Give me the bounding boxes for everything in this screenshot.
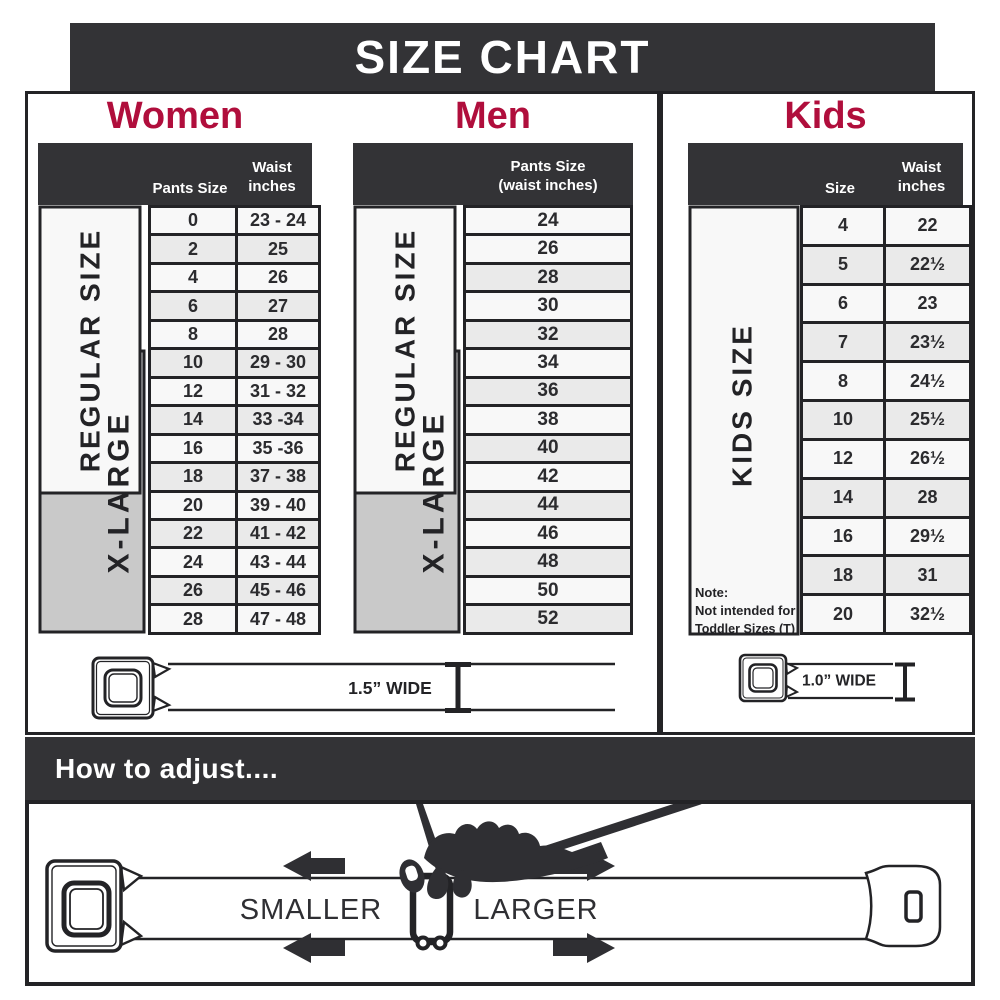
size-cell: 4	[150, 263, 237, 291]
seatbelt-buckle-icon	[93, 658, 169, 718]
page-title: SIZE CHART	[354, 31, 651, 83]
women-size-table	[38, 143, 312, 635]
table-row	[465, 548, 632, 576]
waist-cell: 23 - 24	[237, 207, 320, 235]
size-cell: 14	[150, 406, 237, 434]
waist-cell: 47 - 48	[237, 605, 320, 634]
kids-heading: Kids	[784, 94, 867, 137]
size-cell: 26	[150, 576, 237, 604]
table-row	[465, 263, 632, 291]
waist-cell: 28	[237, 320, 320, 348]
size-cell: 4	[802, 207, 885, 246]
waist-cell: 35 -36	[237, 434, 320, 462]
women-col1-header: Pants Size	[152, 180, 228, 197]
table-row	[465, 320, 632, 348]
waist-cell: 23½	[885, 323, 971, 362]
waist-cell: 32½	[885, 595, 971, 634]
size-cell: 8	[150, 320, 237, 348]
table-row	[465, 463, 632, 491]
adult-belt-illustration	[88, 650, 623, 726]
table-row	[150, 434, 320, 462]
table-row	[465, 377, 632, 405]
waist-cell: 25½	[885, 401, 971, 440]
waist-cell: 25	[237, 235, 320, 263]
size-cell: 7	[802, 323, 885, 362]
men-regular-label: REGULAR SIZE	[389, 227, 421, 473]
women-heading: Women	[106, 94, 244, 137]
waist-cell: 45 - 46	[237, 576, 320, 604]
size-cell: 5	[802, 245, 885, 284]
kids-note-line3: Toddler Sizes (T)	[695, 621, 795, 636]
waist-cell: 23	[885, 284, 971, 323]
waist-cell: 28	[885, 478, 971, 517]
table-row	[802, 478, 971, 517]
size-cell: 48	[465, 548, 632, 576]
how-to-illustration	[29, 804, 971, 978]
table-row	[802, 401, 971, 440]
size-cell: 30	[465, 292, 632, 320]
table-row	[802, 517, 971, 556]
size-cell: 14	[802, 478, 885, 517]
men-xlarge-label: X-LARGE	[417, 410, 451, 574]
kids-size-range-labels	[688, 205, 800, 637]
table-row	[150, 576, 320, 604]
size-cell: 20	[802, 595, 885, 634]
women-table-grid	[148, 205, 321, 635]
size-cell: 20	[150, 491, 237, 519]
title-band	[70, 23, 935, 91]
men-table-grid	[463, 205, 633, 635]
women-table-header	[38, 143, 312, 205]
size-cell: 34	[465, 349, 632, 377]
table-row	[465, 235, 632, 263]
waist-cell: 29½	[885, 517, 971, 556]
table-row	[802, 556, 971, 595]
table-row	[150, 605, 320, 634]
table-row	[465, 519, 632, 547]
women-regular-label: REGULAR SIZE	[74, 227, 106, 473]
size-cell: 40	[465, 434, 632, 462]
table-row	[465, 434, 632, 462]
table-row	[150, 235, 320, 263]
women-size-range-labels	[38, 205, 148, 635]
men-col-header: Pants Size (waist inches)	[498, 158, 598, 194]
kids-col2-header: Waist inches	[897, 159, 946, 195]
size-cell: 26	[465, 235, 632, 263]
waist-cell: 26½	[885, 439, 971, 478]
kids-size-label: KIDS SIZE	[726, 323, 758, 487]
table-row	[150, 519, 320, 547]
waist-cell: 22	[885, 207, 971, 246]
kids-table-header	[688, 143, 963, 205]
men-heading: Men	[455, 94, 531, 137]
table-row	[150, 548, 320, 576]
size-cell: 8	[802, 362, 885, 401]
table-row	[465, 491, 632, 519]
table-row	[802, 595, 971, 634]
table-row	[465, 207, 632, 235]
size-cell: 6	[802, 284, 885, 323]
table-row	[150, 406, 320, 434]
table-row	[802, 323, 971, 362]
size-cell: 12	[150, 377, 237, 405]
width-measure-icon	[895, 665, 915, 700]
size-cell: 10	[150, 349, 237, 377]
how-to-band	[25, 737, 975, 800]
waist-cell: 43 - 44	[237, 548, 320, 576]
table-row	[465, 406, 632, 434]
arrow-left-icon	[283, 851, 345, 881]
size-cell: 12	[802, 439, 885, 478]
size-cell: 28	[150, 605, 237, 634]
larger-label: LARGER	[473, 894, 599, 926]
size-cell: 16	[150, 434, 237, 462]
kids-note-line1: Note:	[695, 585, 729, 600]
size-cell: 10	[802, 401, 885, 440]
table-row	[150, 349, 320, 377]
size-cell: 52	[465, 605, 632, 634]
kids-note-line2: Not intended for	[695, 603, 796, 618]
size-cell: 32	[465, 320, 632, 348]
waist-cell: 29 - 30	[237, 349, 320, 377]
table-row	[150, 463, 320, 491]
size-cell: 46	[465, 519, 632, 547]
waist-cell: 37 - 38	[237, 463, 320, 491]
table-row	[465, 605, 632, 634]
kids-belt-width-label: 1.0” WIDE	[801, 672, 877, 690]
size-cell: 18	[150, 463, 237, 491]
belt-tongue-icon	[866, 866, 940, 946]
size-cell: 22	[150, 519, 237, 547]
size-cell: 44	[465, 491, 632, 519]
adult-belt-width-label: 1.5” WIDE	[348, 678, 432, 698]
table-row	[465, 576, 632, 604]
table-row	[802, 284, 971, 323]
waist-cell: 39 - 40	[237, 491, 320, 519]
table-row	[465, 292, 632, 320]
table-row	[802, 439, 971, 478]
smaller-label: SMALLER	[239, 894, 383, 926]
kids-table-grid	[800, 205, 972, 635]
waist-cell: 33 -34	[237, 406, 320, 434]
kids-size-table	[688, 143, 963, 635]
table-row	[802, 245, 971, 284]
table-row	[150, 320, 320, 348]
men-size-table	[353, 143, 633, 635]
table-row	[150, 377, 320, 405]
size-cell: 28	[465, 263, 632, 291]
women-xlarge-label: X-LARGE	[102, 410, 136, 574]
waist-cell: 31	[885, 556, 971, 595]
table-row	[465, 349, 632, 377]
men-table-header	[353, 143, 633, 205]
kids-col1-header: Size	[824, 180, 855, 197]
table-row	[150, 263, 320, 291]
size-cell: 38	[465, 406, 632, 434]
size-cell: 24	[150, 548, 237, 576]
table-row	[150, 491, 320, 519]
size-cell: 2	[150, 235, 237, 263]
women-col2-header: Waist inches	[248, 159, 296, 195]
men-size-range-labels	[353, 205, 463, 635]
waist-cell: 24½	[885, 362, 971, 401]
size-cell: 18	[802, 556, 885, 595]
waist-cell: 22½	[885, 245, 971, 284]
table-row	[802, 207, 971, 246]
size-cell: 42	[465, 463, 632, 491]
waist-cell: 31 - 32	[237, 377, 320, 405]
size-cell: 16	[802, 517, 885, 556]
table-row	[802, 362, 971, 401]
size-cell: 24	[465, 207, 632, 235]
how-to-heading: How to adjust....	[55, 752, 279, 784]
waist-cell: 26	[237, 263, 320, 291]
size-cell: 36	[465, 377, 632, 405]
size-cell: 6	[150, 292, 237, 320]
kids-belt-illustration	[737, 652, 922, 708]
size-cell: 50	[465, 576, 632, 604]
waist-cell: 41 - 42	[237, 519, 320, 547]
table-row	[150, 207, 320, 235]
size-cell: 0	[150, 207, 237, 235]
table-row	[150, 292, 320, 320]
waist-cell: 27	[237, 292, 320, 320]
